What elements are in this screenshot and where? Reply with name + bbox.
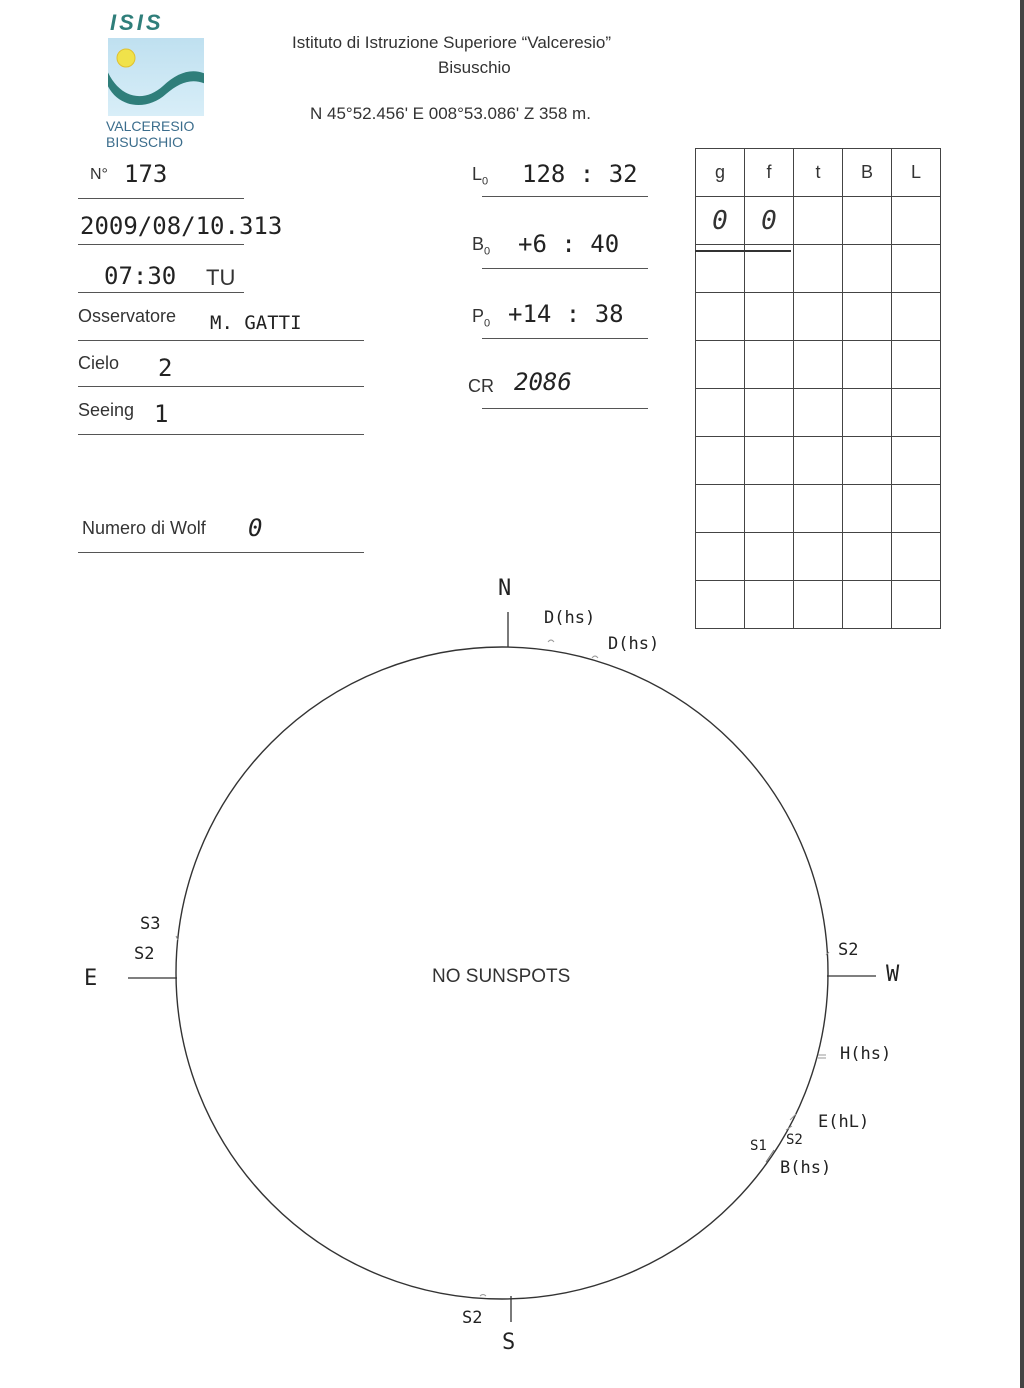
p0-label-text: P [472, 306, 485, 326]
b0-label-sub: 0 [484, 245, 491, 258]
logo-text-valceresio: VALCERESIO [106, 118, 195, 134]
p0-value: +14 : 38 [508, 300, 624, 328]
no-sunspots-note: NO SUNSPOTS [432, 966, 571, 987]
sky-label: Cielo [78, 353, 120, 373]
annotation-d-hs-right: D(hs) [608, 634, 660, 654]
observer-name: M. GATTI [210, 312, 302, 334]
table-header: f [745, 149, 794, 197]
l0-label-text: L [472, 164, 483, 184]
p0-label-sub: 0 [484, 317, 491, 330]
logo-mark: ISIS [110, 10, 164, 35]
facula-mark [818, 1055, 826, 1058]
record-number: 173 [124, 160, 168, 188]
annotation-h-hs: H(hs) [840, 1044, 892, 1064]
annotation-s3-east: S3 [140, 914, 161, 934]
table-header: L [892, 149, 941, 197]
south-label: S [502, 1330, 516, 1355]
table-cell: 0 [696, 197, 745, 245]
wolf-number: 0 [248, 514, 263, 542]
cr-label: CR [468, 376, 494, 396]
west-label: W [886, 962, 900, 987]
logo-text-bisuschio: BISUSCHIO [106, 134, 184, 150]
observer-label: Osservatore [78, 306, 177, 326]
annotation-s2-east: S2 [134, 944, 155, 964]
institute-city: Bisuschio [438, 58, 511, 77]
table-cell: 0 [745, 197, 794, 245]
annotation-s2-south: S2 [462, 1308, 483, 1328]
b0-label-text: B [472, 234, 485, 254]
facula-mark [766, 1150, 774, 1162]
facula-mark [592, 656, 598, 658]
l0-value: 128 : 32 [522, 160, 638, 188]
annotation-s2-southwest: S2 [786, 1132, 803, 1148]
institute-name: Istituto di Istruzione Superiore “Valceresio” [292, 33, 612, 52]
b0-value: +6 : 40 [518, 230, 620, 258]
seeing-label: Seeing [78, 400, 135, 420]
time-zone: TU [206, 265, 236, 290]
east-label: E [84, 966, 98, 991]
l0-label-sub: 0 [482, 175, 489, 188]
annotation-s2-west: S2 [838, 940, 859, 960]
seeing-value: 1 [154, 400, 169, 428]
table-header: t [794, 149, 843, 197]
facula-mark [480, 1295, 486, 1297]
annotation-b-hs: B(hs) [780, 1158, 832, 1178]
north-label: N [498, 576, 512, 601]
annotation-s1-southwest: S1 [750, 1138, 767, 1154]
observatory-coordinates: N 45°52.456' E 008°53.086' Z 358 m. [310, 104, 591, 123]
carrington-rotation: 2086 [514, 368, 572, 396]
annotation-d-hs-left: D(hs) [544, 608, 596, 628]
wolf-label: Numero di Wolf [82, 518, 206, 538]
facula-mark [548, 640, 554, 642]
table-header: g [696, 149, 745, 197]
number-label: N° [90, 166, 108, 183]
observation-date: 2009/08/10.313 [80, 212, 283, 240]
observation-time: 07:30 [104, 262, 177, 290]
annotation-e-hl: E(hL) [818, 1112, 870, 1132]
sky-value: 2 [158, 354, 173, 382]
table-header: B [843, 149, 892, 197]
